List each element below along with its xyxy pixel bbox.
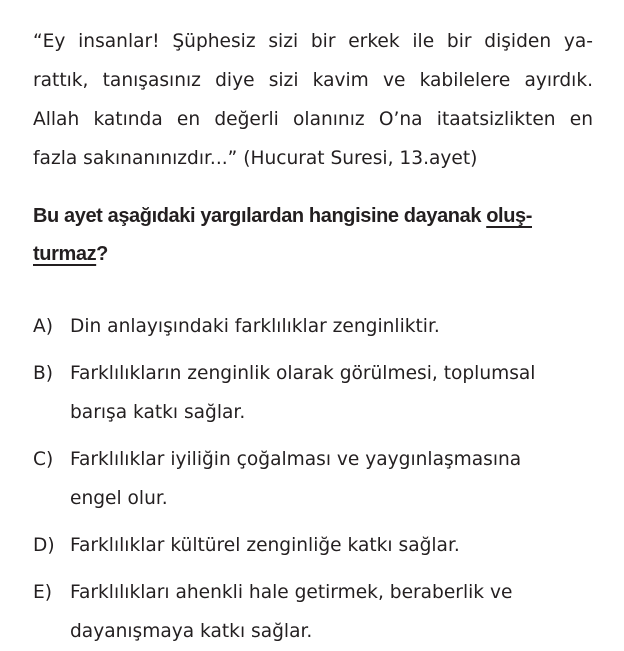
option-text: dayanışmaya katkı sağlar. <box>70 621 313 642</box>
option-text: Din anlayışındaki farklılıklar zenginliktir. <box>70 316 440 337</box>
question-negation-part-1: oluş- <box>486 205 532 227</box>
option-b[interactable] <box>33 354 613 432</box>
passage-line: rattık, tanışasınız diye sizi kavim ve kabilelere ayırdık. <box>33 70 593 91</box>
option-letter: C) <box>33 449 54 470</box>
option-text: Farklılıklar kültürel zenginliğe katkı sağlar. <box>70 535 460 556</box>
option-e[interactable] <box>33 573 613 651</box>
option-letter: A) <box>33 316 53 337</box>
option-text: engel olur. <box>70 488 168 509</box>
passage-line: fazla sakınanınızdır...” (Hucurat Suresi, 13.ayet) <box>33 148 478 169</box>
option-letter: E) <box>33 582 53 603</box>
option-letter: D) <box>33 535 55 556</box>
passage-line: “Ey insanlar! Şüphesiz sizi bir erkek ile bir dişiden ya- <box>33 31 593 52</box>
question-line-2 <box>33 235 603 273</box>
question-stem <box>33 197 603 273</box>
option-text: Farklılıklar iyiliğin çoğalması ve yaygınlaşmasına <box>70 449 522 470</box>
question-text: Bu ayet aşağıdaki yargılardan hangisine dayanak <box>33 205 487 227</box>
option-text: Farklılıkları ahenkli hale getirmek, beraberlik ve <box>70 582 513 603</box>
option-c[interactable] <box>33 440 613 518</box>
answer-options <box>33 307 613 651</box>
passage-line: Allah katında en değerli olanınız O’na itaatsizlikten en <box>33 109 593 130</box>
quote-passage <box>33 22 603 178</box>
option-a[interactable] <box>33 307 613 346</box>
question-mark: ? <box>96 243 108 265</box>
option-d[interactable] <box>33 526 613 565</box>
question-line-1 <box>33 197 603 235</box>
question-negation-part-2: turmaz <box>33 243 97 265</box>
option-text: barışa katkı sağlar. <box>70 402 246 423</box>
option-text: Farklılıkların zenginlik olarak görülmesi, toplumsal <box>70 363 536 384</box>
option-letter: B) <box>33 363 54 384</box>
